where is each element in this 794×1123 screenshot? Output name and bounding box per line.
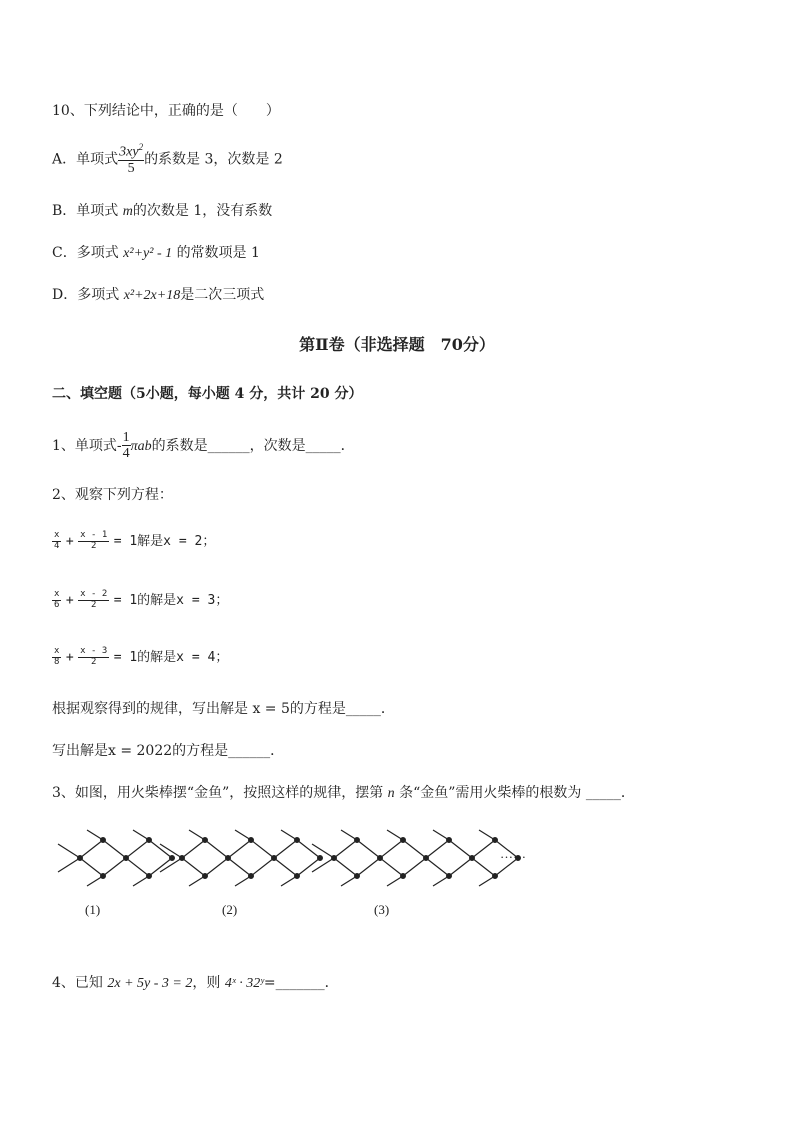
f4-eq: 2x + 5y - 3 = 2 xyxy=(107,976,193,991)
q10-d-suffix: 是二次三项式 xyxy=(180,287,265,303)
matchstick xyxy=(228,858,251,876)
q10-option-d xyxy=(52,284,264,304)
matchstick xyxy=(126,840,149,858)
fill-3 xyxy=(52,782,635,802)
fill-2-eq3 xyxy=(52,646,228,667)
match-head xyxy=(447,838,452,843)
matchstick xyxy=(58,844,80,858)
matchstick xyxy=(103,840,126,858)
f1-num: 1 xyxy=(122,430,130,445)
eq2-rhs: = 1的解是x = 3； xyxy=(113,593,229,608)
figure-label-1: (1) xyxy=(85,902,101,917)
eq1-a-den: 4 xyxy=(54,540,60,551)
matchstick xyxy=(126,858,149,876)
q10-a-num: 3xy xyxy=(119,144,139,160)
q10-b-suffix: 的次数是 1，没有系数 xyxy=(132,203,273,219)
matchstick xyxy=(449,858,472,876)
f3-stem-n: n xyxy=(387,786,395,801)
matchstick xyxy=(312,844,334,858)
q10-d-expr: x²+2x+18 xyxy=(123,288,181,303)
section-heading: 二、填空题（5小题，每小题 4 分，共计 20 分） xyxy=(52,386,363,402)
q10-b-var: m xyxy=(122,204,133,219)
fill-1 xyxy=(52,430,355,462)
q10-option-c xyxy=(52,242,260,262)
matchstick xyxy=(182,858,205,876)
match-head xyxy=(101,874,106,879)
q10-a-suffix: 的系数是 3，次数是 2 xyxy=(144,151,283,168)
eq3-b-num: x - 3 xyxy=(80,645,108,656)
matchstick xyxy=(297,840,320,858)
q10-stem: 10、下列结论中，正确的是（ ） xyxy=(52,103,280,119)
matchstick xyxy=(357,858,380,876)
match-head xyxy=(249,874,254,879)
match-head xyxy=(203,874,208,879)
matchstick xyxy=(251,858,274,876)
fill-2-ask2: 写出解是x = 2022的方程是______． xyxy=(52,743,285,759)
eq1-b-num: x - 1 xyxy=(80,529,108,540)
figure-label-2: (2) xyxy=(222,902,238,917)
match-head xyxy=(401,874,406,879)
match-head xyxy=(101,838,106,843)
goldfish-figure xyxy=(52,822,612,902)
match-head xyxy=(401,838,406,843)
q10-a-den: 5 xyxy=(127,161,135,177)
match-head xyxy=(295,838,300,843)
matchstick xyxy=(426,858,449,876)
match-head xyxy=(493,874,498,879)
matchstick xyxy=(449,840,472,858)
eq2-a-den: 6 xyxy=(54,599,60,610)
matchstick xyxy=(103,858,126,876)
matchstick xyxy=(205,840,228,858)
matchstick xyxy=(274,858,297,876)
eq1-a-num: x xyxy=(54,529,60,540)
eq3-plus: + xyxy=(65,650,74,665)
q10-c-expr: x²+y² - 1 xyxy=(123,246,173,261)
matchstick xyxy=(58,858,80,872)
f1-den: 4 xyxy=(122,446,130,462)
matchstick xyxy=(80,840,103,858)
eq3-frac-a xyxy=(52,647,61,668)
f3-stem-a: 3、如图，用火柴棒摆“金鱼”，按照这样的规律，摆第 xyxy=(52,785,388,801)
f4-prefix: 4、已知 xyxy=(52,975,103,991)
matchstick xyxy=(357,840,380,858)
matchstick xyxy=(403,840,426,858)
fill-2-eq2 xyxy=(52,589,228,610)
q10-b-prefix: B．单项式 xyxy=(52,203,119,219)
eq1-plus: + xyxy=(65,534,74,549)
eq2-frac-a xyxy=(52,590,61,611)
f1-neg: - xyxy=(116,437,122,454)
eq2-b-num: x - 2 xyxy=(80,588,108,599)
f1-rest: πab xyxy=(130,438,152,454)
f1-fraction xyxy=(122,430,131,462)
eq1-b-den: 2 xyxy=(90,540,97,551)
q10-a-num-sup: 2 xyxy=(138,142,144,152)
f4-suffix: =_______． xyxy=(263,975,339,991)
matchstick xyxy=(380,840,403,858)
f1-prefix: 1、单项式 xyxy=(52,437,117,454)
eq1-rhs: = 1解是x = 2； xyxy=(113,534,216,549)
eq1-frac-b xyxy=(78,531,109,552)
fill-2-stem: 2、观察下列方程： xyxy=(52,487,173,503)
q10-option-a xyxy=(52,143,283,176)
part2-title: 第Ⅱ卷（非选择题 70分） xyxy=(299,335,495,354)
eq2-plus: + xyxy=(65,593,74,608)
matchstick xyxy=(205,858,228,876)
match-head xyxy=(78,856,83,861)
match-head xyxy=(170,856,175,861)
matchstick xyxy=(312,858,334,872)
q10-d-prefix: D．多项式 xyxy=(52,287,120,303)
match-head xyxy=(332,856,337,861)
q10-c-prefix: C．多项式 xyxy=(52,245,119,261)
eq2-a-num: x xyxy=(54,588,60,599)
match-head xyxy=(180,856,185,861)
matchstick xyxy=(80,858,103,876)
match-head xyxy=(355,874,360,879)
match-head xyxy=(318,856,323,861)
matchstick xyxy=(228,840,251,858)
match-head xyxy=(249,838,254,843)
eq1-frac-a xyxy=(52,531,61,552)
match-head xyxy=(147,838,152,843)
fill-4 xyxy=(52,972,339,992)
q10-a-prefix: A．单项式 xyxy=(52,151,119,168)
match-head xyxy=(147,874,152,879)
f3-stem-b: 条“金鱼”需用火柴棒的根数为 _____． xyxy=(394,785,635,801)
f4-expr: 4ˣ · 32ʸ xyxy=(224,976,264,991)
matchstick xyxy=(472,840,495,858)
q10-option-b xyxy=(52,200,272,220)
eq3-frac-b xyxy=(78,647,109,668)
q10-a-fraction xyxy=(118,143,144,176)
matchstick xyxy=(334,840,357,858)
matchstick xyxy=(472,858,495,876)
matchstick xyxy=(182,840,205,858)
matchstick xyxy=(297,858,320,876)
figure-ellipsis: …… xyxy=(500,846,526,861)
fill-2-ask1: 根据观察得到的规律，写出解是 x = 5的方程是_____． xyxy=(52,701,395,717)
match-head xyxy=(493,838,498,843)
matchstick xyxy=(426,840,449,858)
matchstick xyxy=(380,858,403,876)
f1-suffix: 的系数是______，次数是_____． xyxy=(151,437,355,454)
eq3-rhs: = 1的解是x = 4； xyxy=(113,650,229,665)
eq2-b-den: 2 xyxy=(90,599,97,610)
matchstick xyxy=(403,858,426,876)
matchstick xyxy=(334,858,357,876)
figure-label-3: (3) xyxy=(374,902,390,917)
match-head xyxy=(355,838,360,843)
match-head xyxy=(203,838,208,843)
matchstick xyxy=(251,840,274,858)
eq3-b-den: 2 xyxy=(90,656,97,667)
eq2-frac-b xyxy=(78,590,109,611)
match-head xyxy=(447,874,452,879)
f4-mid: ，则 xyxy=(192,975,221,991)
q10-c-suffix: 的常数项是 1 xyxy=(176,245,260,261)
match-head xyxy=(295,874,300,879)
fill-2-eq1 xyxy=(52,530,215,551)
eq3-a-den: 8 xyxy=(54,656,60,667)
matchstick xyxy=(274,840,297,858)
eq3-a-num: x xyxy=(54,645,60,656)
